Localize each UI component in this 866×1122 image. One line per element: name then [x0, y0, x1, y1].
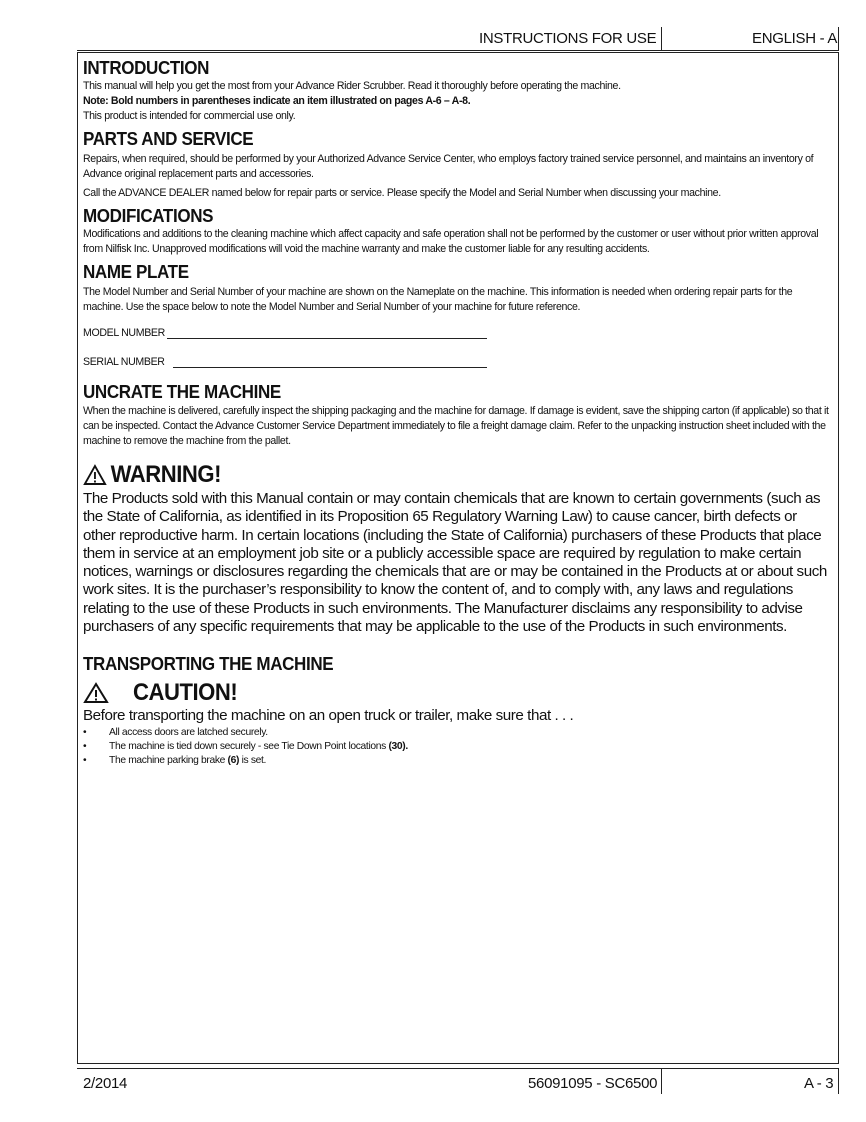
warning-title-row — [83, 461, 771, 489]
footer-page-number: A - 3 — [804, 1075, 834, 1092]
introduction-commercial-use: This product is intended for commercial use only. — [83, 110, 296, 122]
list-item: • All access doors are latched securely. — [83, 726, 268, 738]
model-number-label: MODEL NUMBER — [83, 327, 165, 339]
introduction-note: Note: Bold numbers in parentheses indicate an item illustrated on pages A-6 – A-8. — [83, 95, 471, 107]
name-plate-section — [83, 261, 831, 368]
header-divider — [661, 27, 662, 51]
footer-date: 2/2014 — [83, 1075, 128, 1092]
uncrate-heading: UNCRATE THE MACHINE — [83, 381, 281, 402]
parts-service-section — [83, 128, 831, 201]
transport-checklist — [83, 726, 831, 768]
transport-heading: TRANSPORTING THE MACHINE — [83, 653, 334, 675]
caution-triangle-icon — [83, 682, 109, 704]
caution-title: CAUTION! — [133, 679, 238, 707]
modifications-section — [83, 205, 831, 257]
warning-para: The Products sold with this Manual contain or may contain chemicals that are known to certain governments (such as the State of California, as identified in its Proposition 65 Regulatory Warning Law) to cause cancer, birth defects or other reproductive harm. In certain locations (including the State of California) purchasers of these Products that place them in service at an employment job site or a publicly accessible space are required by regulation to make certain notices, warnings or disclosures regarding the chemicals that are or may be contained in the Products at or about such work sites. It is the purchaser’s responsibility to know the content of, and to comply with, any laws and regulations relating to the use of these Products in such environments. The Manufacturer disclaims any responsibility to advise purchasers of any specific requirements that may be applicable to the use of the Products in such environments. — [83, 490, 827, 636]
serial-number-field[interactable] — [83, 356, 831, 368]
parts-service-call: Call the ADVANCE DEALER named below for repair parts or service. Please specify the Model and Serial Number when discussing your machine. — [83, 187, 721, 199]
introduction-section — [83, 57, 831, 124]
header-rule — [77, 50, 839, 51]
footer-rule — [77, 1068, 839, 1069]
footer-right-tick — [838, 1068, 839, 1094]
bullet: • — [83, 740, 87, 752]
introduction-heading: INTRODUCTION — [83, 57, 210, 78]
page-content — [83, 57, 831, 772]
list-item: • The machine parking brake (6) is set. — [83, 754, 267, 766]
model-number-line[interactable] — [167, 328, 487, 339]
parts-service-para: Repairs, when required, should be performed by your Authorized Advance Service Center, who employs factory trained service personnel, and maintains an inventory of Advance original replacement parts and accessories. — [83, 153, 814, 180]
bullet: • — [83, 726, 87, 738]
transport-intro: Before transporting the machine on an open truck or trailer, make sure that . . . — [83, 707, 574, 725]
warning-title: WARNING! — [110, 461, 221, 488]
warning-section — [83, 461, 831, 636]
name-plate-heading: NAME PLATE — [83, 261, 189, 282]
model-number-field[interactable] — [83, 327, 831, 339]
modifications-heading: MODIFICATIONS — [83, 205, 214, 226]
transport-section — [83, 653, 831, 767]
header-language: ENGLISH - A — [752, 30, 838, 47]
parts-service-heading: PARTS AND SERVICE — [83, 128, 254, 149]
header-title: INSTRUCTIONS FOR USE — [479, 30, 657, 47]
serial-number-label: SERIAL NUMBER — [83, 356, 165, 368]
warning-triangle-icon — [83, 464, 107, 486]
uncrate-para: When the machine is delivered, carefully inspect the shipping packaging and the machine for damage. If damage is evident, save the shipping carton (if applicable) so that it can be inspected. Contact the Advance Customer Service Department immediately to file a freight damage claim. Refer to the unpacking instruction sheet included with the machine to remove the machine from the pallet. — [83, 405, 829, 447]
header-right-tick — [838, 27, 839, 51]
name-plate-para: The Model Number and Serial Number of your machine are shown on the Nameplate on the machine. This information is needed when ordering repair parts for the machine. Use the space below to note the Model Number and Serial Number of your machine for future reference. — [83, 286, 793, 313]
introduction-line: This manual will help you get the most from your Advance Rider Scrubber. Read it thoroughly before operating the machine. — [83, 80, 621, 92]
caution-title-row — [83, 679, 831, 707]
uncrate-section — [83, 381, 831, 449]
footer-doc-number: 56091095 - SC6500 — [528, 1075, 658, 1092]
footer-divider — [661, 1068, 662, 1094]
bullet: • — [83, 754, 87, 766]
list-item: • The machine is tied down securely - see Tie Down Point locations (30). — [83, 740, 408, 752]
serial-number-line[interactable] — [173, 357, 487, 368]
modifications-para: Modifications and additions to the cleaning machine which affect capacity and safe operation shall not be performed by the customer or user without prior written approval from Nilfisk Inc. Unapproved modifications will void the machine warranty and make the customer liable for any resulting accidents. — [83, 228, 819, 255]
